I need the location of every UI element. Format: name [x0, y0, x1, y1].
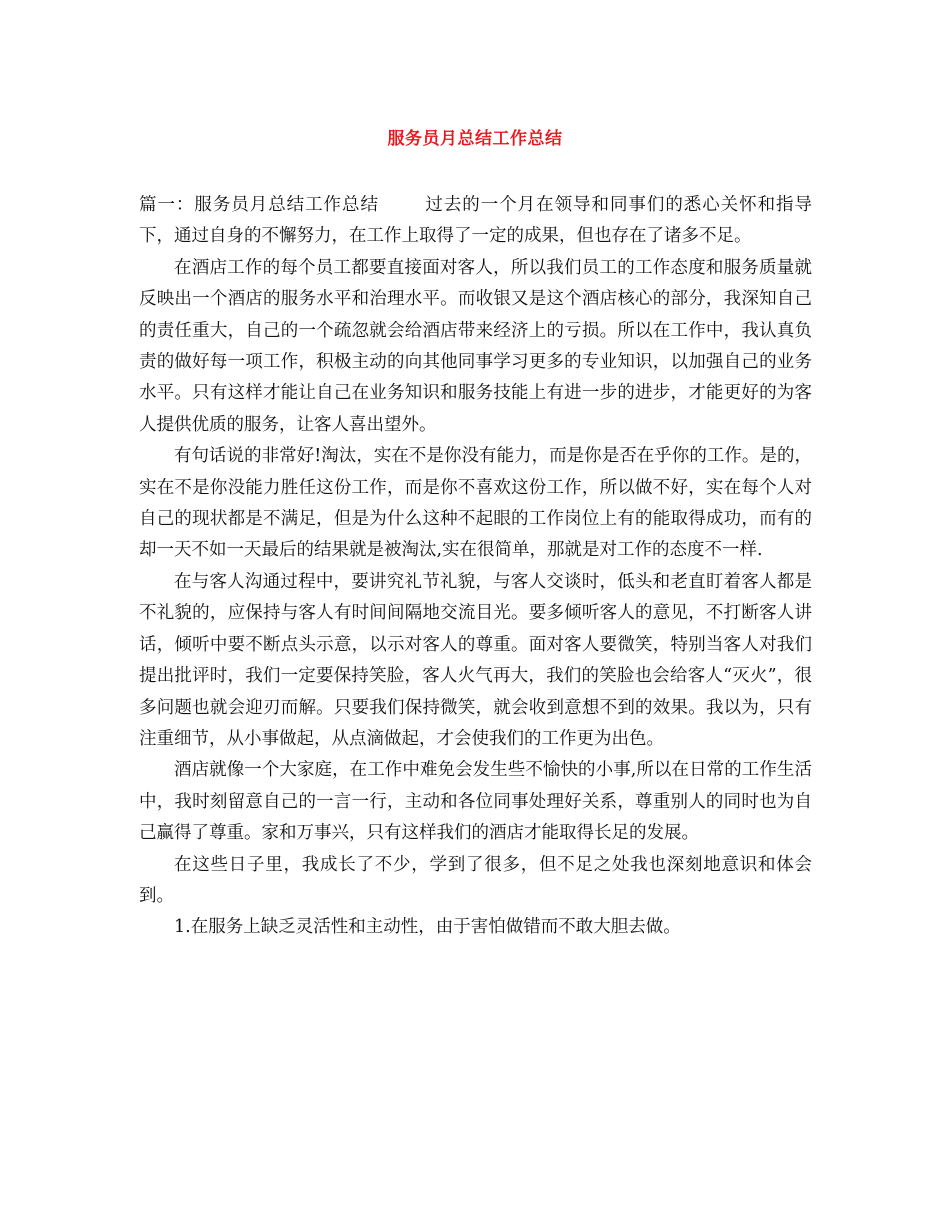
paragraph-2: 有句话说的非常好!淘汰，实在不是你没有能力，而是你是否在乎你的工作。是的，实在不是你没能力胜任这份工作，而是你不喜欢这份工作，所以做不好，实在每个人对自己的现状都是不满足，但是为什么这种不起眼的工作岗位上有的能取得成功，而有的却一天不如一天最后的结果就是被淘汰,实在很简单，那就是对工作的态度不一样. [139, 446, 812, 561]
intro-text: 过去的一个月在领导和同事们的悉心关怀和指导下，通过自身的不懈努力，在工作上取得了一定的成果，但也存在了诸多不足。 [139, 195, 813, 247]
intro-paragraph [139, 190, 812, 253]
document-title: 服务员月总结工作总结 [387, 129, 563, 149]
paragraph-5: 在这些日子里，我成长了不少，学到了很多，但不足之处我也深刻地意识和体会到。 [139, 854, 812, 906]
paragraph-3: 在与客人沟通过程中，要讲究礼节礼貌，与客人交谈时，低头和老直盯着客人都是不礼貌的，应保持与客人有时间间隔地交流目光。要多倾听客人的意见，不打断客人讲话，倾听中要不断点头示意，以示对客人的尊重。面对客人要微笑，特别当客人对我们提出批评时，我们一定要保持笑脸，客人火气再大，我们的笑脸也会给客人“灭火”，很多问题也就会迎刃而解。只要我们保持微笑，就会收到意想不到的效果。我以为，只有注重细节，从小事做起，从点滴做起，才会使我们的工作更为出色。 [139, 571, 812, 749]
document-body [139, 190, 812, 944]
paragraph-6: 1.在服务上缺乏灵活性和主动性，由于害怕做错而不敢大胆去做。 [174, 917, 681, 938]
intro-heading: 篇一：服务员月总结工作总结 [139, 195, 379, 215]
paragraph-1: 在酒店工作的每个员工都要直接面对客人，所以我们员工的工作态度和服务质量就反映出一个酒店的服务水平和治理水平。而收银又是这个酒店核心的部分，我深知自己的责任重大，自己的一个疏忽就会给酒店带来经济上的亏损。所以在工作中，我认真负责的做好每一项工作，积极主动的向其他同事学习更多的专业知识，以加强自己的业务水平。只有这样才能让自己在业务知识和服务技能上有进一步的进步，才能更好的为客人提供优质的服务，让客人喜出望外。 [139, 257, 812, 435]
paragraph-4: 酒店就像一个大家庭，在工作中难免会发生些不愉快的小事,所以在日常的工作生活中，我时刻留意自己的一言一行，主动和各位同事处理好关系，尊重别人的同时也为自己赢得了尊重。家和万事兴，只有这样我们的酒店才能取得长足的发展。 [139, 760, 812, 844]
